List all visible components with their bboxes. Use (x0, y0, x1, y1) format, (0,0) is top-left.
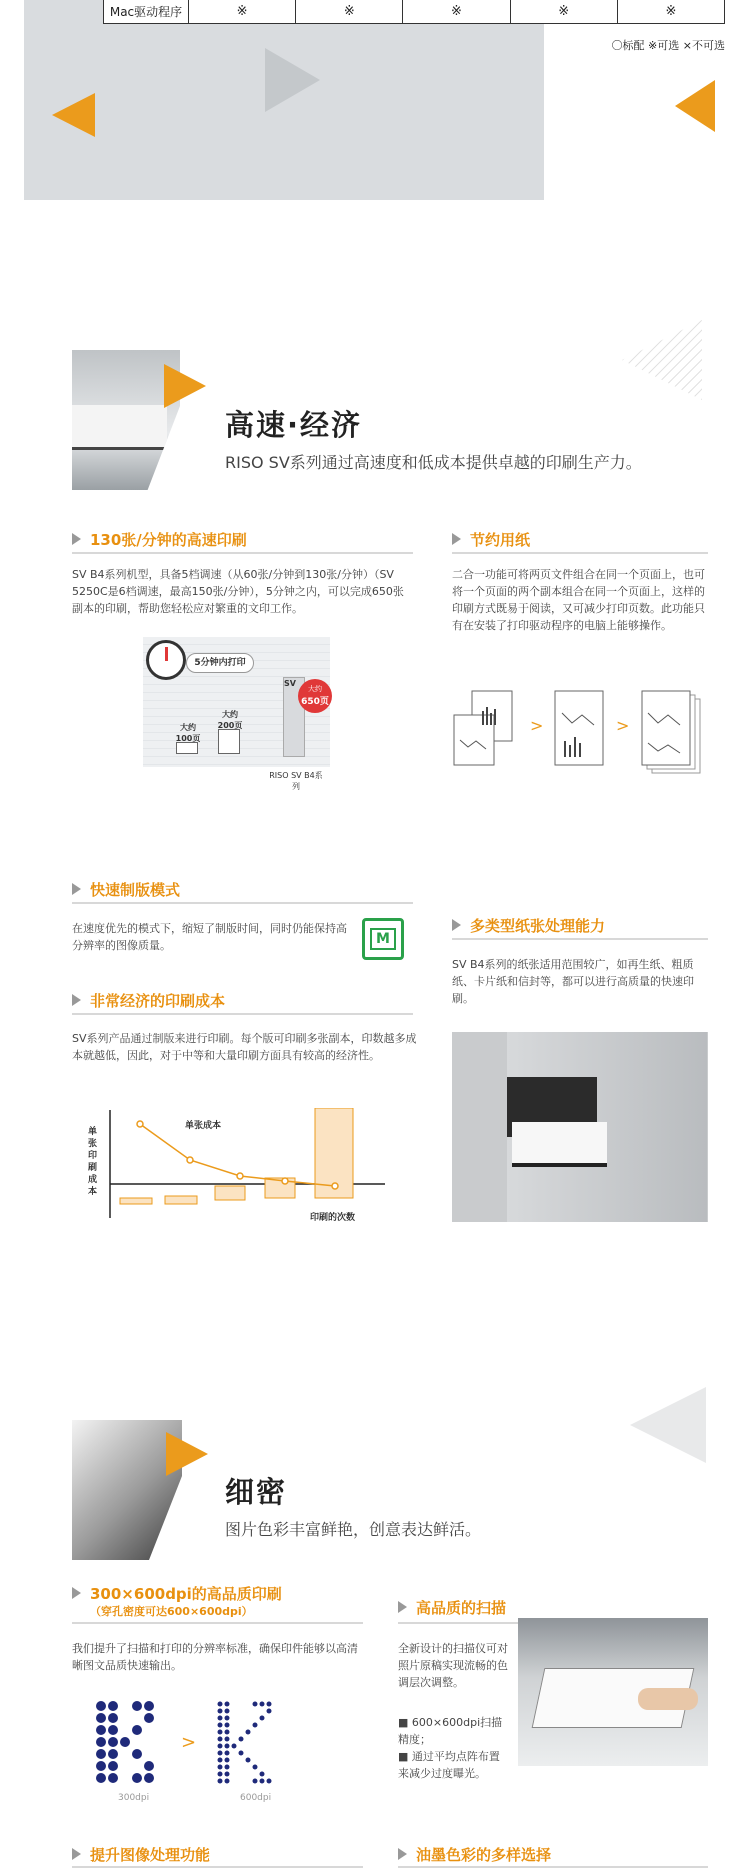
bullet-triangle-icon (398, 1848, 407, 1860)
svg-text:>: > (530, 716, 544, 735)
divider (72, 902, 413, 904)
feature-cost-title: 非常经济的印刷成本 (90, 992, 226, 1010)
grey-triangle-icon (265, 48, 320, 112)
dpi-left-caption: 300dpi (118, 1793, 150, 1803)
table-cell: ※ (665, 4, 677, 19)
bar-200-label: 大约 200页 (217, 710, 243, 730)
clock-hand (165, 647, 168, 661)
feature-paper-types-text: SV B4系列的纸张适用范围较广，如再生纸、粗质纸、卡片纸和信封等，都可以进行高质量的快速印刷。 (452, 958, 694, 1005)
bar-200 (218, 729, 240, 754)
orange-triangle-left-icon (52, 93, 95, 137)
top-decoration (0, 0, 750, 200)
feature-dpi-text: 我们提升了扫描和打印的分辨率标准，确保印件能够以高清晰图文品质快速输出。 (72, 1642, 358, 1672)
fast-mode-icon-label: M (370, 928, 396, 950)
feature-scan-title: 高品质的扫描 (416, 1599, 507, 1617)
divider (398, 1866, 708, 1868)
feature-scan-bullet-2: ■ 通过平均点阵布置来减少过度曝光。 (398, 1750, 500, 1780)
cost-chart-xlabel: 印刷的次数 (310, 1213, 356, 1223)
feature-fast-text: 在速度优先的模式下，缩短了制版时间，同时仍能保持高分辨率的图像质量。 (72, 922, 347, 952)
clock-label: 5分钟内打印 (186, 653, 254, 673)
feature-scan-text: 全新设计的扫描仪可对照片原稿实现流畅的色调层次调整。 (398, 1642, 508, 1689)
cost-chart-series: 单张成本 (185, 1121, 222, 1131)
section2-title: 细密 (225, 1475, 288, 1509)
badge-650 (298, 679, 332, 713)
table-legend: 〇标配 ※可选 ×不可选 (611, 39, 725, 52)
feature-paper-text: 二合一功能可将两页文件组合在同一个页面上，也可将一个页面的两个副本组合在同一个页面上，这样的印刷方式既易于阅读，又可减少打印页数。此功能只有在安装了打印驱动程序的电脑上能够操作。 (452, 568, 705, 632)
paper-stack (72, 405, 167, 450)
table-cell: ※ (296, 0, 403, 23)
badge-value: 650页 (301, 697, 329, 707)
feature-speed-title: 130张/分钟的高速印刷 (90, 531, 247, 549)
feature-cost-text: SV系列产品通过制版来进行印刷。每个版可印刷多张副本，印数越多成本就越低，因此，对于中等和大量印刷方面具有较高的经济性。 (72, 1032, 417, 1062)
bullet-triangle-icon (452, 919, 461, 931)
table-cell: ※ (511, 0, 618, 23)
feature-dpi-title: 300×600dpi的高品质印刷 (90, 1585, 282, 1603)
dpi-right-caption: 600dpi (240, 1793, 272, 1803)
cost-chart (100, 1108, 390, 1223)
speed-chart (143, 637, 330, 767)
divider (72, 1866, 363, 1868)
table-cell: ※ (189, 0, 296, 23)
bullet-triangle-icon (72, 994, 81, 1006)
cost-chart-ylabel: 单张印刷成本 (88, 1127, 98, 1197)
feature-paper-types-title: 多类型纸张处理能力 (470, 917, 606, 935)
feature-speed-text: SV B4系列机型，具备5档调速（从60张/分钟到130张/分钟）（SV 5250C是6档调速，最高150张/分钟），5分钟之内，可以完成650张副本的印刷，帮助您轻松应对繁重的文印工作。 (72, 568, 404, 615)
divider (72, 1013, 413, 1015)
divider (452, 938, 708, 940)
bullet-triangle-icon (72, 1848, 81, 1860)
table-cell: ※ (403, 0, 510, 23)
svg-text:>: > (181, 1732, 197, 1753)
fast-mode-icon (362, 918, 404, 960)
svg-text:>: > (616, 716, 630, 735)
hand (638, 1688, 698, 1710)
orange-triangle-icon (162, 1430, 212, 1480)
driver-table-row (103, 0, 725, 24)
two-in-one-diagram (452, 685, 708, 785)
divider (72, 1622, 363, 1624)
dpi-comparison (95, 1700, 315, 1790)
bullet-triangle-icon (72, 533, 81, 545)
feature-ink-title: 油墨色彩的多样选择 (416, 1846, 552, 1864)
bullet-triangle-icon (72, 883, 81, 895)
feature-dpi-subtitle: （穿孔密度可达600×600dpi） (90, 1605, 253, 1618)
scanner-photo (518, 1618, 708, 1766)
paper-stack (512, 1122, 607, 1167)
bar-100-label: 大约 100页 (175, 723, 201, 743)
feature-image-proc-title: 提升图像处理功能 (90, 1846, 211, 1864)
bullet-triangle-icon (72, 1587, 81, 1599)
deco-lines (622, 320, 702, 400)
orange-triangle-icon (160, 362, 210, 412)
feature-scan-bullet-1: ■ 600×600dpi扫描精度； (398, 1716, 503, 1746)
sv-brand: SV (284, 679, 296, 688)
section1-title: 高速·经济 (225, 408, 363, 442)
section1-subtitle: RISO SV系列通过高速度和低成本提供卓越的印刷生产力。 (225, 453, 642, 472)
bullet-triangle-icon (398, 1601, 407, 1613)
divider (452, 552, 708, 554)
clock-icon (146, 640, 186, 680)
grey-triangle-icon (628, 1385, 708, 1465)
divider (72, 552, 413, 554)
orange-triangle-right-icon (675, 80, 715, 132)
feature-paper-title: 节约用纸 (470, 531, 531, 549)
bullet-triangle-icon (452, 533, 461, 545)
feature-fast-title: 快速制版模式 (90, 881, 181, 899)
speed-chart-caption: RISO SV B4系列 (269, 771, 323, 791)
section2-subtitle: 图片色彩丰富鲜艳，创意表达鲜活。 (225, 1520, 482, 1539)
table-row-label: Mac驱动程序 (104, 0, 189, 23)
paper-tray-photo (452, 1032, 708, 1222)
badge-top: 大约 (308, 685, 322, 693)
